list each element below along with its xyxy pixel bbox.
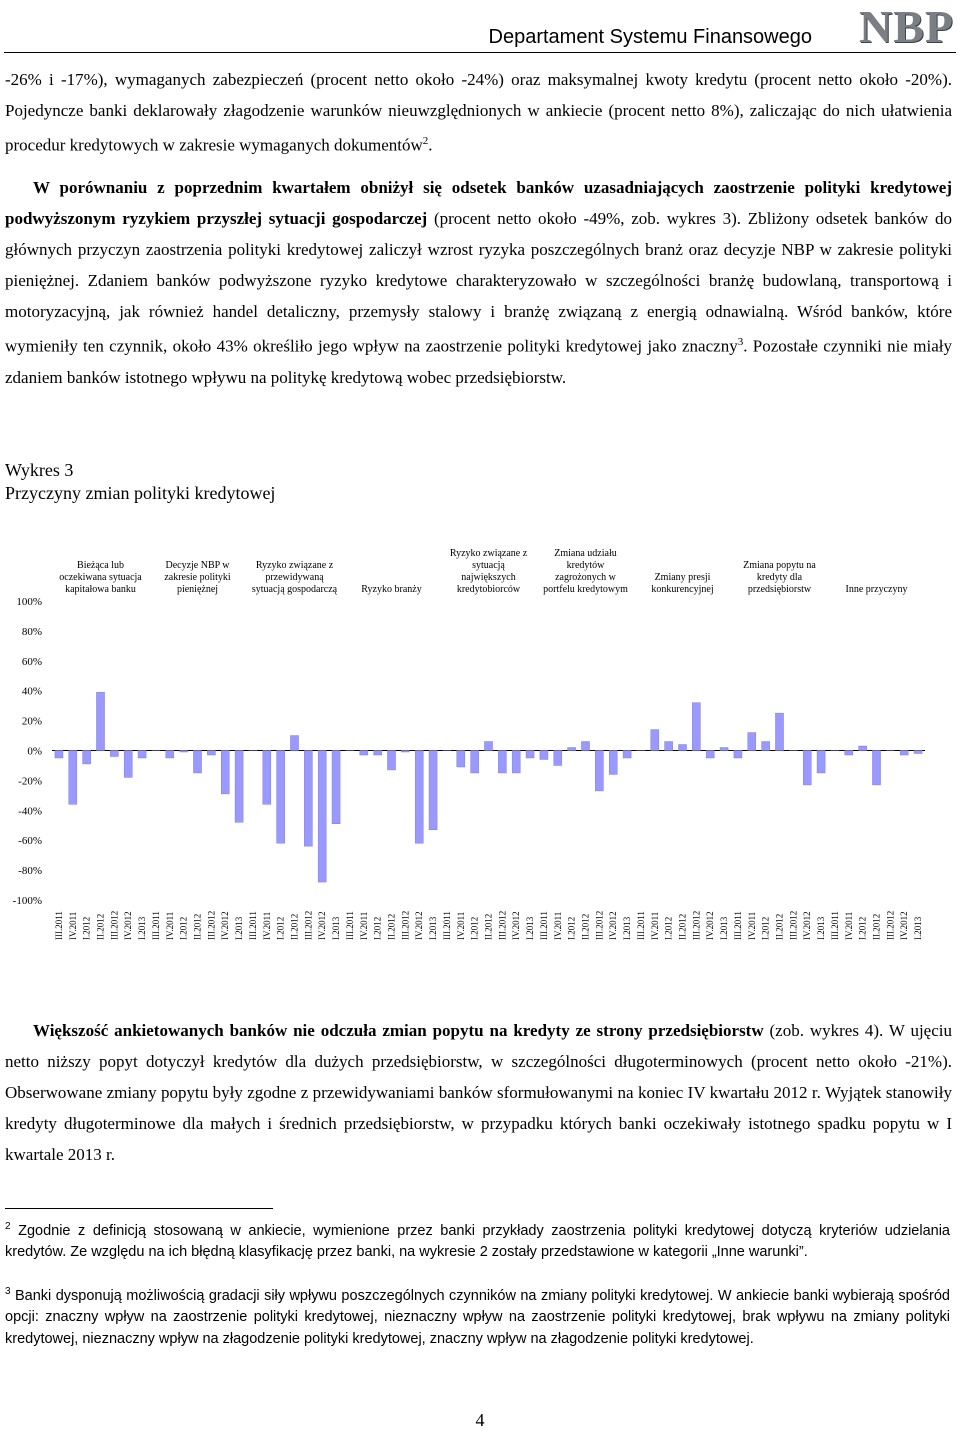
group-label: Ryzyko branży xyxy=(361,584,422,595)
bar xyxy=(180,751,188,752)
x-tick-label: II.2012 xyxy=(483,913,494,940)
x-tick-label: IV.2012 xyxy=(899,911,910,940)
x-tick-label: I.2013 xyxy=(234,916,245,940)
x-tick-label: III.2011 xyxy=(150,911,161,940)
x-tick-label: IV.2011 xyxy=(164,911,175,940)
x-tick-label: III.2012 xyxy=(885,910,896,940)
bar xyxy=(540,751,548,760)
bar xyxy=(609,751,617,775)
group-label: Zmiany presji konkurencyjnej xyxy=(651,572,714,595)
x-tick-label: III.2012 xyxy=(109,910,120,940)
y-tick-label: 80% xyxy=(21,625,42,638)
x-tick-label: III.2011 xyxy=(732,911,743,940)
x-tick-label: III.2012 xyxy=(206,910,217,940)
group-label: Ryzyko związane z przewidywaną sytuacją gospodarczą xyxy=(251,560,338,595)
bar xyxy=(914,751,922,754)
x-tick-label: IV.2011 xyxy=(261,911,272,940)
x-tick-label: I.2012 xyxy=(81,916,92,940)
bar xyxy=(360,751,368,755)
x-tick-label: III.2011 xyxy=(344,911,355,940)
x-tick-label: IV.2011 xyxy=(455,911,466,940)
footnote-2: $^2$ Zgodnie z definicją stosowaną w ankiecie, wymienione przez banki przykłady zaostrzenia polityki kredytowej dotyczą kryteriów udzielania kredytów. Ze względu na ich błędną klasyfikację przez banki, na wykresie 2 zostały przedstawione w kategorii „Inne warunki”. xyxy=(5,1221,950,1261)
x-tick-label: III.2011 xyxy=(441,911,452,940)
y-tick-label: 20% xyxy=(21,715,42,728)
bar xyxy=(471,751,479,773)
bar xyxy=(775,713,783,750)
bar xyxy=(706,751,714,758)
bar xyxy=(83,751,91,764)
x-tick-label: I.2013 xyxy=(622,916,633,940)
x-tick-label: II.2012 xyxy=(580,913,591,940)
bar xyxy=(387,751,395,770)
x-tick-label: II.2012 xyxy=(677,913,688,940)
bar xyxy=(498,751,506,773)
bar xyxy=(429,751,437,830)
x-tick-label: III.2011 xyxy=(53,911,64,940)
y-tick-label: -40% xyxy=(18,805,42,818)
x-tick-label: I.2012 xyxy=(566,916,577,940)
bar xyxy=(221,751,229,794)
footnote-divider xyxy=(5,1208,273,1209)
x-tick-label: IV.2012 xyxy=(123,911,134,940)
bar xyxy=(692,703,700,751)
y-tick-label: 0% xyxy=(27,745,42,758)
bar xyxy=(554,751,562,766)
bar xyxy=(207,751,215,755)
x-tick-label: III.2012 xyxy=(788,910,799,940)
x-tick-label: I.2013 xyxy=(525,916,536,940)
bar xyxy=(193,751,201,773)
bar xyxy=(900,751,908,755)
paragraph-2: W porównaniu z poprzednim kwartałem obniżył się odsetek banków uzasadniających zaostrzenie polityki kredytowej podwyższonym ryzykiem przyszłej sytuacji gospodarczej (procent netto około -49%, zob. wykres 3). Zbliżony odsetek banków do głównych przyczyn zaostrzenia polityki kredytowej zaliczył wzrost ryzyka poszczególnych branż oraz decyzje NBP w zakresie polityki pieniężnej. Zdaniem banków podwyższone ryzyko kredytowe charakteryzowało w szczególności branżę budowlaną, transportową i motoryzacyjną, jak również handel detaliczny, przemysły stalowy i branżę związaną z energią odnawialną. Wśród banków, które wymieniły ten czynnik, około 43% określiło jego wpływ na zaostrzenie polityki kredytowej jako znaczny$^3$. Pozostałe czynniki nie miały zdaniem banków istotnego wpływu na politykę kredytową wobec przedsiębiorstw. xyxy=(5,178,953,387)
x-tick-label: I.2013 xyxy=(719,916,730,940)
x-tick-label: IV.2012 xyxy=(608,911,619,940)
x-tick-label: I.2013 xyxy=(428,916,439,940)
y-tick-label: -80% xyxy=(18,865,42,878)
y-tick-label: 100% xyxy=(16,596,42,608)
x-tick-label: III.2012 xyxy=(497,910,508,940)
x-tick-label: I.2012 xyxy=(178,916,189,940)
bar xyxy=(332,751,340,824)
bar xyxy=(166,751,174,758)
bar xyxy=(734,751,742,758)
chart-area xyxy=(0,537,960,957)
bar xyxy=(235,751,243,823)
bar xyxy=(568,748,576,751)
bar xyxy=(595,751,603,791)
paragraph-1: -26% i -17%), wymaganych zabezpieczeń (procent netto około -24%) oraz maksymalnej kwoty kredytu (procent netto około -20%). Pojedyncze banki deklarowały złagodzenie warunków nieuwzględnionych w ankiecie (procent netto 8%), zaliczając do nich ułatwienia procedur kredytowych w zakresie wymaganych dokumentów$^2$. xyxy=(5,70,952,155)
x-tick-label: III.2012 xyxy=(691,910,702,940)
x-tick-label: I.2012 xyxy=(663,916,674,940)
x-tick-label: I.2013 xyxy=(816,916,827,940)
nbp-logo: NBP xyxy=(859,1,954,52)
footnote-ref-2[interactable]: 2 xyxy=(422,135,429,147)
bar xyxy=(817,751,825,773)
x-tick-label: II.2012 xyxy=(871,913,882,940)
x-tick-label: IV.2011 xyxy=(552,911,563,940)
x-tick-label: III.2012 xyxy=(400,910,411,940)
bar xyxy=(263,751,271,805)
x-tick-label: II.2012 xyxy=(95,913,106,940)
x-tick-label: IV.2011 xyxy=(843,911,854,940)
bar xyxy=(318,751,326,883)
group-label: Zmiana udziału kredytów zagrożonych w portfelu kredytowym xyxy=(543,548,628,595)
bar xyxy=(290,736,298,751)
x-tick-label: IV.2012 xyxy=(220,911,231,940)
bar xyxy=(512,751,520,773)
x-tick-label: II.2012 xyxy=(774,913,785,940)
bar xyxy=(762,742,770,751)
bar xyxy=(277,751,285,844)
x-tick-label: I.2012 xyxy=(275,916,286,940)
x-tick-label: IV.2012 xyxy=(705,911,716,940)
footnote-3: $^3$ Banki dysponują możliwością gradacji siły wpływu poszczególnych czynników na zmiany polityki kredytowej. W ankiecie banki wybierają spośród opcji: znaczny wpływ na zaostrzenie polityki kredytowej, nieznaczny wpływ na zaostrzenie polityki kredytowej, brak wpływu na zmiany polityki kredytowej, nieznaczny wpływ na złagodzenie polityki kredytowej, znaczny wpływ na złagodzenie polityki kredytowej. xyxy=(5,1286,950,1347)
bar xyxy=(124,751,132,778)
x-tick-label: II.2012 xyxy=(192,913,203,940)
bar xyxy=(665,742,673,751)
bar xyxy=(457,751,465,767)
bar xyxy=(374,751,382,755)
footnote-ref-3[interactable]: 3 xyxy=(737,336,744,348)
group-label: Decyzje NBP w zakresie polityki pieniężnej xyxy=(164,560,231,595)
x-tick-label: I.2013 xyxy=(913,916,924,940)
x-tick-label: IV.2012 xyxy=(317,911,328,940)
x-tick-label: I.2012 xyxy=(372,916,383,940)
x-tick-label: III.2011 xyxy=(538,911,549,940)
bar xyxy=(623,751,631,758)
x-tick-label: I.2013 xyxy=(331,916,342,940)
bar xyxy=(55,751,63,758)
x-tick-label: IV.2012 xyxy=(511,911,522,940)
x-tick-label: II.2012 xyxy=(289,913,300,940)
x-tick-label: III.2011 xyxy=(635,911,646,940)
y-tick-label: 40% xyxy=(21,685,42,698)
group-label: Bieżąca lub oczekiwana sytuacja kapitałowa banku xyxy=(59,560,142,595)
x-tick-label: III.2011 xyxy=(829,911,840,940)
bar xyxy=(110,751,118,757)
x-tick-label: III.2012 xyxy=(594,910,605,940)
bar xyxy=(748,733,756,751)
group-label: Ryzyko związane z sytuacją największych kredytobiorców xyxy=(449,548,528,595)
x-tick-label: IV.2011 xyxy=(649,911,660,940)
y-tick-label: -20% xyxy=(18,775,42,788)
group-label: Inne przyczyny xyxy=(845,584,908,595)
x-tick-label: I.2012 xyxy=(857,916,868,940)
bar-chart xyxy=(0,537,960,957)
bar xyxy=(304,751,312,847)
bar xyxy=(803,751,811,785)
department-name: Departament Systemu Finansowego xyxy=(488,26,812,48)
bar xyxy=(581,742,589,751)
x-tick-label: IV.2011 xyxy=(358,911,369,940)
x-tick-label: I.2012 xyxy=(469,916,480,940)
bar xyxy=(401,751,409,752)
x-tick-label: I.2013 xyxy=(137,916,148,940)
figure-number: Wykres 3 xyxy=(5,460,74,480)
x-tick-label: III.2011 xyxy=(247,911,258,940)
page-number: 4 xyxy=(475,1410,485,1430)
paragraph-3: Większość ankietowanych banków nie odczuła zmian popytu na kredyty ze strony przedsiębiorstw (zob. wykres 4). W ujęciu netto niższy popyt dotyczył kredytów dla dużych przedsiębiorstw, w szczególności długoterminowych (procent netto około -21%). Obserwowane zmiany popytu były zgodne z przewidywaniami banków sformułowanymi na koniec IV kwartału 2012 r. Wyjątek stanowiły kredyty długoterminowe dla małych i średnich przedsiębiorstw, w przypadku których banki oczekiwały istotnego spadku popytu w I kwartale 2013 r. xyxy=(5,1021,952,1164)
x-tick-label: III.2012 xyxy=(303,910,314,940)
bar xyxy=(872,751,880,785)
figure-title: Przyczyny zmian polityki kredytowej xyxy=(5,483,276,503)
bar xyxy=(678,745,686,751)
x-tick-label: IV.2011 xyxy=(67,911,78,940)
bar xyxy=(845,751,853,755)
bar xyxy=(415,751,423,844)
x-tick-label: II.2012 xyxy=(386,913,397,940)
bar xyxy=(526,751,534,758)
bar xyxy=(96,692,104,750)
y-tick-label: -100% xyxy=(12,895,42,907)
y-tick-label: 60% xyxy=(21,655,42,668)
group-label: Zmiana popytu na kredyty dla przedsiębiorstw xyxy=(743,560,816,595)
x-tick-label: IV.2011 xyxy=(746,911,757,940)
x-tick-label: IV.2012 xyxy=(802,911,813,940)
bar xyxy=(69,751,77,805)
x-tick-label: I.2012 xyxy=(760,916,771,940)
x-tick-label: IV.2012 xyxy=(414,911,425,940)
header-divider xyxy=(4,52,956,53)
bar xyxy=(484,742,492,751)
bar xyxy=(859,746,867,750)
y-tick-label: -60% xyxy=(18,835,42,848)
bar xyxy=(651,730,659,751)
bar xyxy=(720,748,728,751)
bar xyxy=(138,751,146,758)
page-header xyxy=(0,0,960,54)
